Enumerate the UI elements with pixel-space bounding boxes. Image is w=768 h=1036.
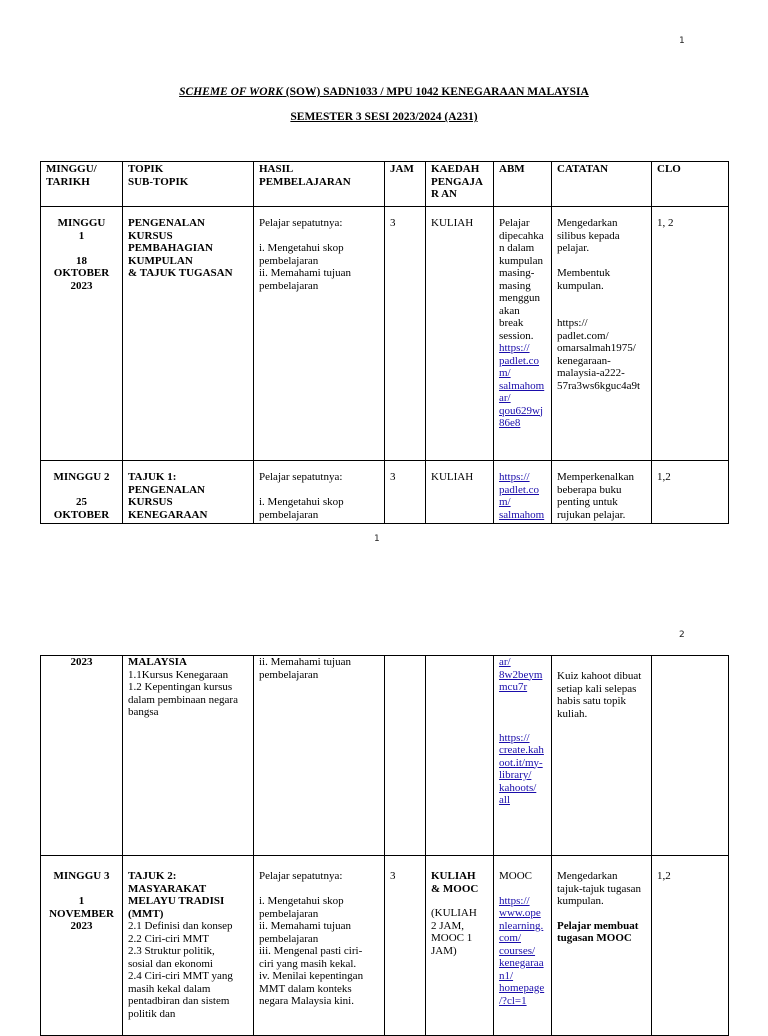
clo-cell: 1,2	[657, 471, 671, 483]
clo-cell: 1, 2	[657, 217, 674, 229]
header-minggu: MINGGU/ TARIKH	[41, 162, 123, 207]
minggu-cell: 2023	[70, 656, 93, 668]
header-catatan: CATATAN	[552, 162, 652, 207]
kaedah-detail: (KULIAH 2 JAM, MOOC 1 JAM)	[431, 907, 477, 957]
table-row	[41, 461, 729, 524]
topik-subtopics: 2.1 Definisi dan konsep 2.2 Ciri-ciri MMT 2.3 Struktur politik, sosial dan ekonomi 2.4 Ciri-ciri MMT yang masih kekal dalam pentadbiran dan sistem politik dan	[128, 920, 233, 1020]
header-clo: CLO	[652, 162, 729, 207]
topik-cell: PENGENALAN KURSUS PEMBAHAGIAN KUMPULAN & TAJUK TUGASAN	[128, 217, 233, 279]
catatan-cell: Kuiz kahoot dibuat setiap kali selepas habis satu topik kuliah.	[557, 670, 642, 720]
minggu-cell: MINGGU 1 18 OKTOBER 2023	[53, 217, 110, 292]
kaedah-cell: KULIAH	[431, 471, 474, 483]
jam-cell: 3	[390, 870, 396, 882]
title-rest: (SOW) SADN1033 / MPU 1042 KENEGARAAN MALAYSIA	[282, 86, 589, 98]
topik-title: TAJUK 2: MASYARAKAT MELAYU TRADISI (MMT)	[128, 870, 225, 920]
kaedah-cell: KULIAH	[431, 217, 474, 229]
abm-text: Pelajar dipecahka n dalam kumpulan masing- masing menggun akan break session.	[499, 217, 544, 342]
hasil-cell: Pelajar sepatutnya: i. Mengetahui skop pembelajaran	[259, 471, 344, 521]
header-topik: TOPIK SUB-TOPIK	[123, 162, 254, 207]
topik-subtopics: 1.1Kursus Kenegaraan 1.2 Kepentingan kursus dalam pembinaan negara bangsa	[128, 668, 238, 718]
header-abm: ABM	[494, 162, 552, 207]
topik-title: MALAYSIA	[128, 656, 187, 668]
scheme-of-work-table-page2	[40, 655, 729, 1036]
jam-cell: 3	[390, 471, 396, 483]
title-italic: SCHEME OF WORK	[179, 86, 283, 98]
topik-cell: TAJUK 1: PENGENALAN KURSUS KENEGARAAN	[128, 471, 208, 521]
header-hasil: HASIL PEMBELAJARAN	[254, 162, 385, 207]
mooc-link[interactable]: https:// www.ope nlearning. com/ courses/ kenegaraa n1/ homepage /?cl=1	[499, 894, 545, 1007]
catatan-cell: Mengedarkan silibus kepada pelajar. Membentuk kumpulan. https:// padlet.com/ omarsalmah1975/ kenegaraan- malaysia-a222- 57ra3ws6kguc4a9t	[557, 217, 641, 392]
abm-link[interactable]: https:// padlet.co m/ salmahom	[499, 471, 545, 521]
hasil-cell: Pelajar sepatutnya: i. Mengetahui skop pembelajaran ii. Memahami tujuan pembelajaran iii. Mengenal pasti ciri- ciri yang masih kekal. iv. Menilai kepentingan MMT dalam konteks negara Malaysia kini.	[259, 870, 364, 1007]
table-row	[41, 856, 729, 1036]
header-jam: JAM	[385, 162, 426, 207]
abm-text: MOOC	[499, 870, 533, 882]
table-header-row	[41, 162, 729, 207]
document-title	[0, 86, 768, 98]
scheme-of-work-table-page1	[40, 161, 729, 524]
hasil-cell: Pelajar sepatutnya: i. Mengetahui skop pembelajaran ii. Memahami tujuan pembelajaran	[259, 217, 351, 292]
minggu-cell: MINGGU 2 25 OKTOBER	[53, 471, 110, 521]
abm-link[interactable]: https:// padlet.co m/ salmahom ar/ qou629wj 86e8	[499, 342, 545, 429]
catatan-cell: Memperkenalkan beberapa buku penting untuk rujukan pelajar.	[557, 471, 634, 521]
kahoot-link[interactable]: https:// create.kah oot.it/my- library/ kahoots/ all	[499, 731, 544, 806]
document-subtitle: SEMESTER 3 SESI 2023/2024 (A231)	[290, 111, 478, 123]
jam-cell: 3	[390, 217, 396, 229]
table-row	[41, 207, 729, 461]
page-number-bottom: 1	[374, 534, 380, 544]
kaedah-title: KULIAH & MOOC	[431, 870, 479, 895]
clo-cell: 1,2	[657, 870, 671, 882]
minggu-cell: MINGGU 3 1 NOVEMBER 2023	[49, 870, 114, 932]
catatan-note: Pelajar membuat tugasan MOOC	[557, 919, 639, 944]
table-row	[41, 656, 729, 856]
page-number-top-2: 2	[679, 630, 685, 640]
header-kaedah: KAEDAH PENGAJA R AN	[426, 162, 494, 207]
hasil-cell: ii. Memahami tujuan pembelajaran	[259, 656, 351, 681]
catatan-cell: Mengedarkan tajuk-tajuk tugasan kumpulan.	[557, 870, 642, 907]
abm-link[interactable]: ar/ 8w2beym mcu7r	[499, 656, 543, 693]
page-number-top: 1	[679, 36, 685, 46]
